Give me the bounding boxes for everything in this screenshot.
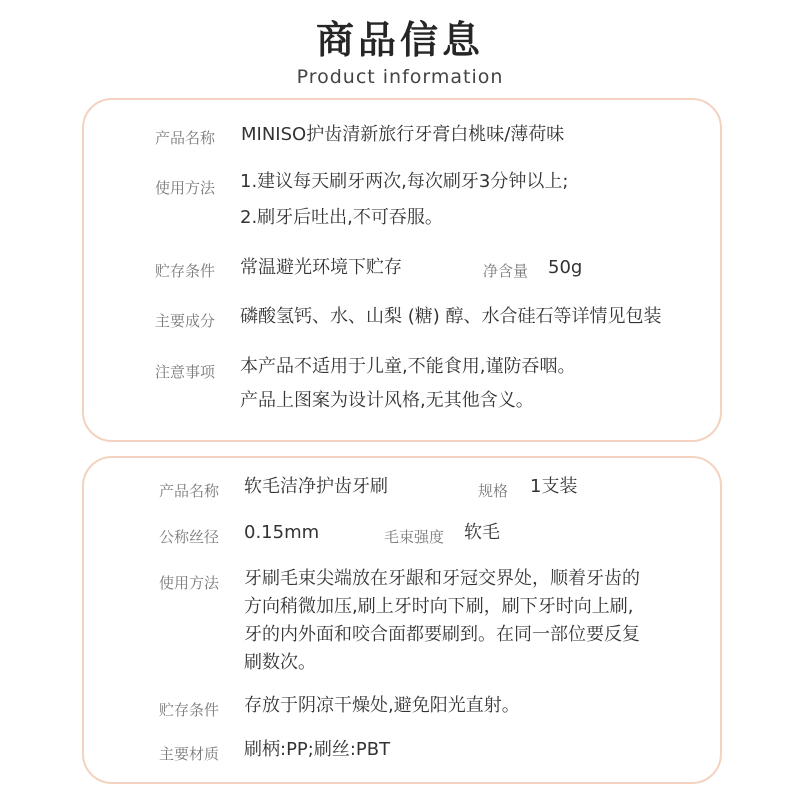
notes-value xyxy=(240,353,575,415)
net-content-value: 50g xyxy=(548,257,583,278)
product-name-value: MINISO护齿清新旅行牙膏白桃味/薄荷味 xyxy=(241,124,565,145)
ingredients-label: 主要成分 xyxy=(155,312,216,330)
brush-usage-line-2: 方向稍微加压,刷上牙时向下刷，刷下牙时向上刷, xyxy=(244,596,634,617)
brush-name-value: 软毛洁净护齿牙刷 xyxy=(244,476,388,497)
brush-usage-label: 使用方法 xyxy=(159,574,220,592)
material-value: 刷柄:PP;刷丝:PBT xyxy=(244,739,391,760)
usage-label: 使用方法 xyxy=(155,179,216,197)
product-name-label: 产品名称 xyxy=(155,129,216,147)
page-subtitle: Product information xyxy=(296,66,504,88)
storage-value: 常温避光环境下贮存 xyxy=(240,257,402,278)
brush-usage-line-1: 牙刷毛束尖端放在牙龈和牙冠交界处，顺着牙齿的 xyxy=(244,568,640,589)
bristle-diameter-value: 0.15mm xyxy=(244,522,320,543)
notes-line-1: 本产品不适用于儿童,不能食用,谨防吞咽。 xyxy=(240,356,576,377)
net-content-label: 净含量 xyxy=(483,262,529,280)
bristle-diameter-label: 公称丝径 xyxy=(159,528,220,546)
brush-usage-line-3: 牙的内外面和咬合面都要刷到。在同一部位要反复 xyxy=(244,624,640,645)
spec-value: 1支装 xyxy=(530,476,578,497)
usage-value xyxy=(240,168,568,232)
usage-line-1: 1.建议每天刷牙两次,每次刷牙3分钟以上; xyxy=(240,171,569,192)
bristle-strength-label: 毛束强度 xyxy=(384,528,445,546)
brush-storage-label: 贮存条件 xyxy=(159,701,220,719)
notes-line-2: 产品上图案为设计风格,无其他含义。 xyxy=(240,390,534,411)
spec-label: 规格 xyxy=(478,482,509,500)
brush-usage-value xyxy=(244,565,640,677)
brush-usage-line-4: 刷数次。 xyxy=(244,652,316,673)
notes-label: 注意事项 xyxy=(155,363,216,381)
storage-label: 贮存条件 xyxy=(155,262,216,280)
bristle-strength-value: 软毛 xyxy=(464,522,500,543)
brush-storage-value: 存放于阴凉干燥处,避免阳光直射。 xyxy=(244,695,520,716)
usage-line-2: 2.刷牙后吐出,不可吞服。 xyxy=(240,207,443,228)
material-label: 主要材质 xyxy=(159,745,220,763)
page-title: 商品信息 xyxy=(315,18,484,62)
brush-name-label: 产品名称 xyxy=(159,482,220,500)
ingredients-value: 磷酸氢钙、水、山梨 (糖) 醇、水合硅石等详情见包装 xyxy=(240,306,662,327)
